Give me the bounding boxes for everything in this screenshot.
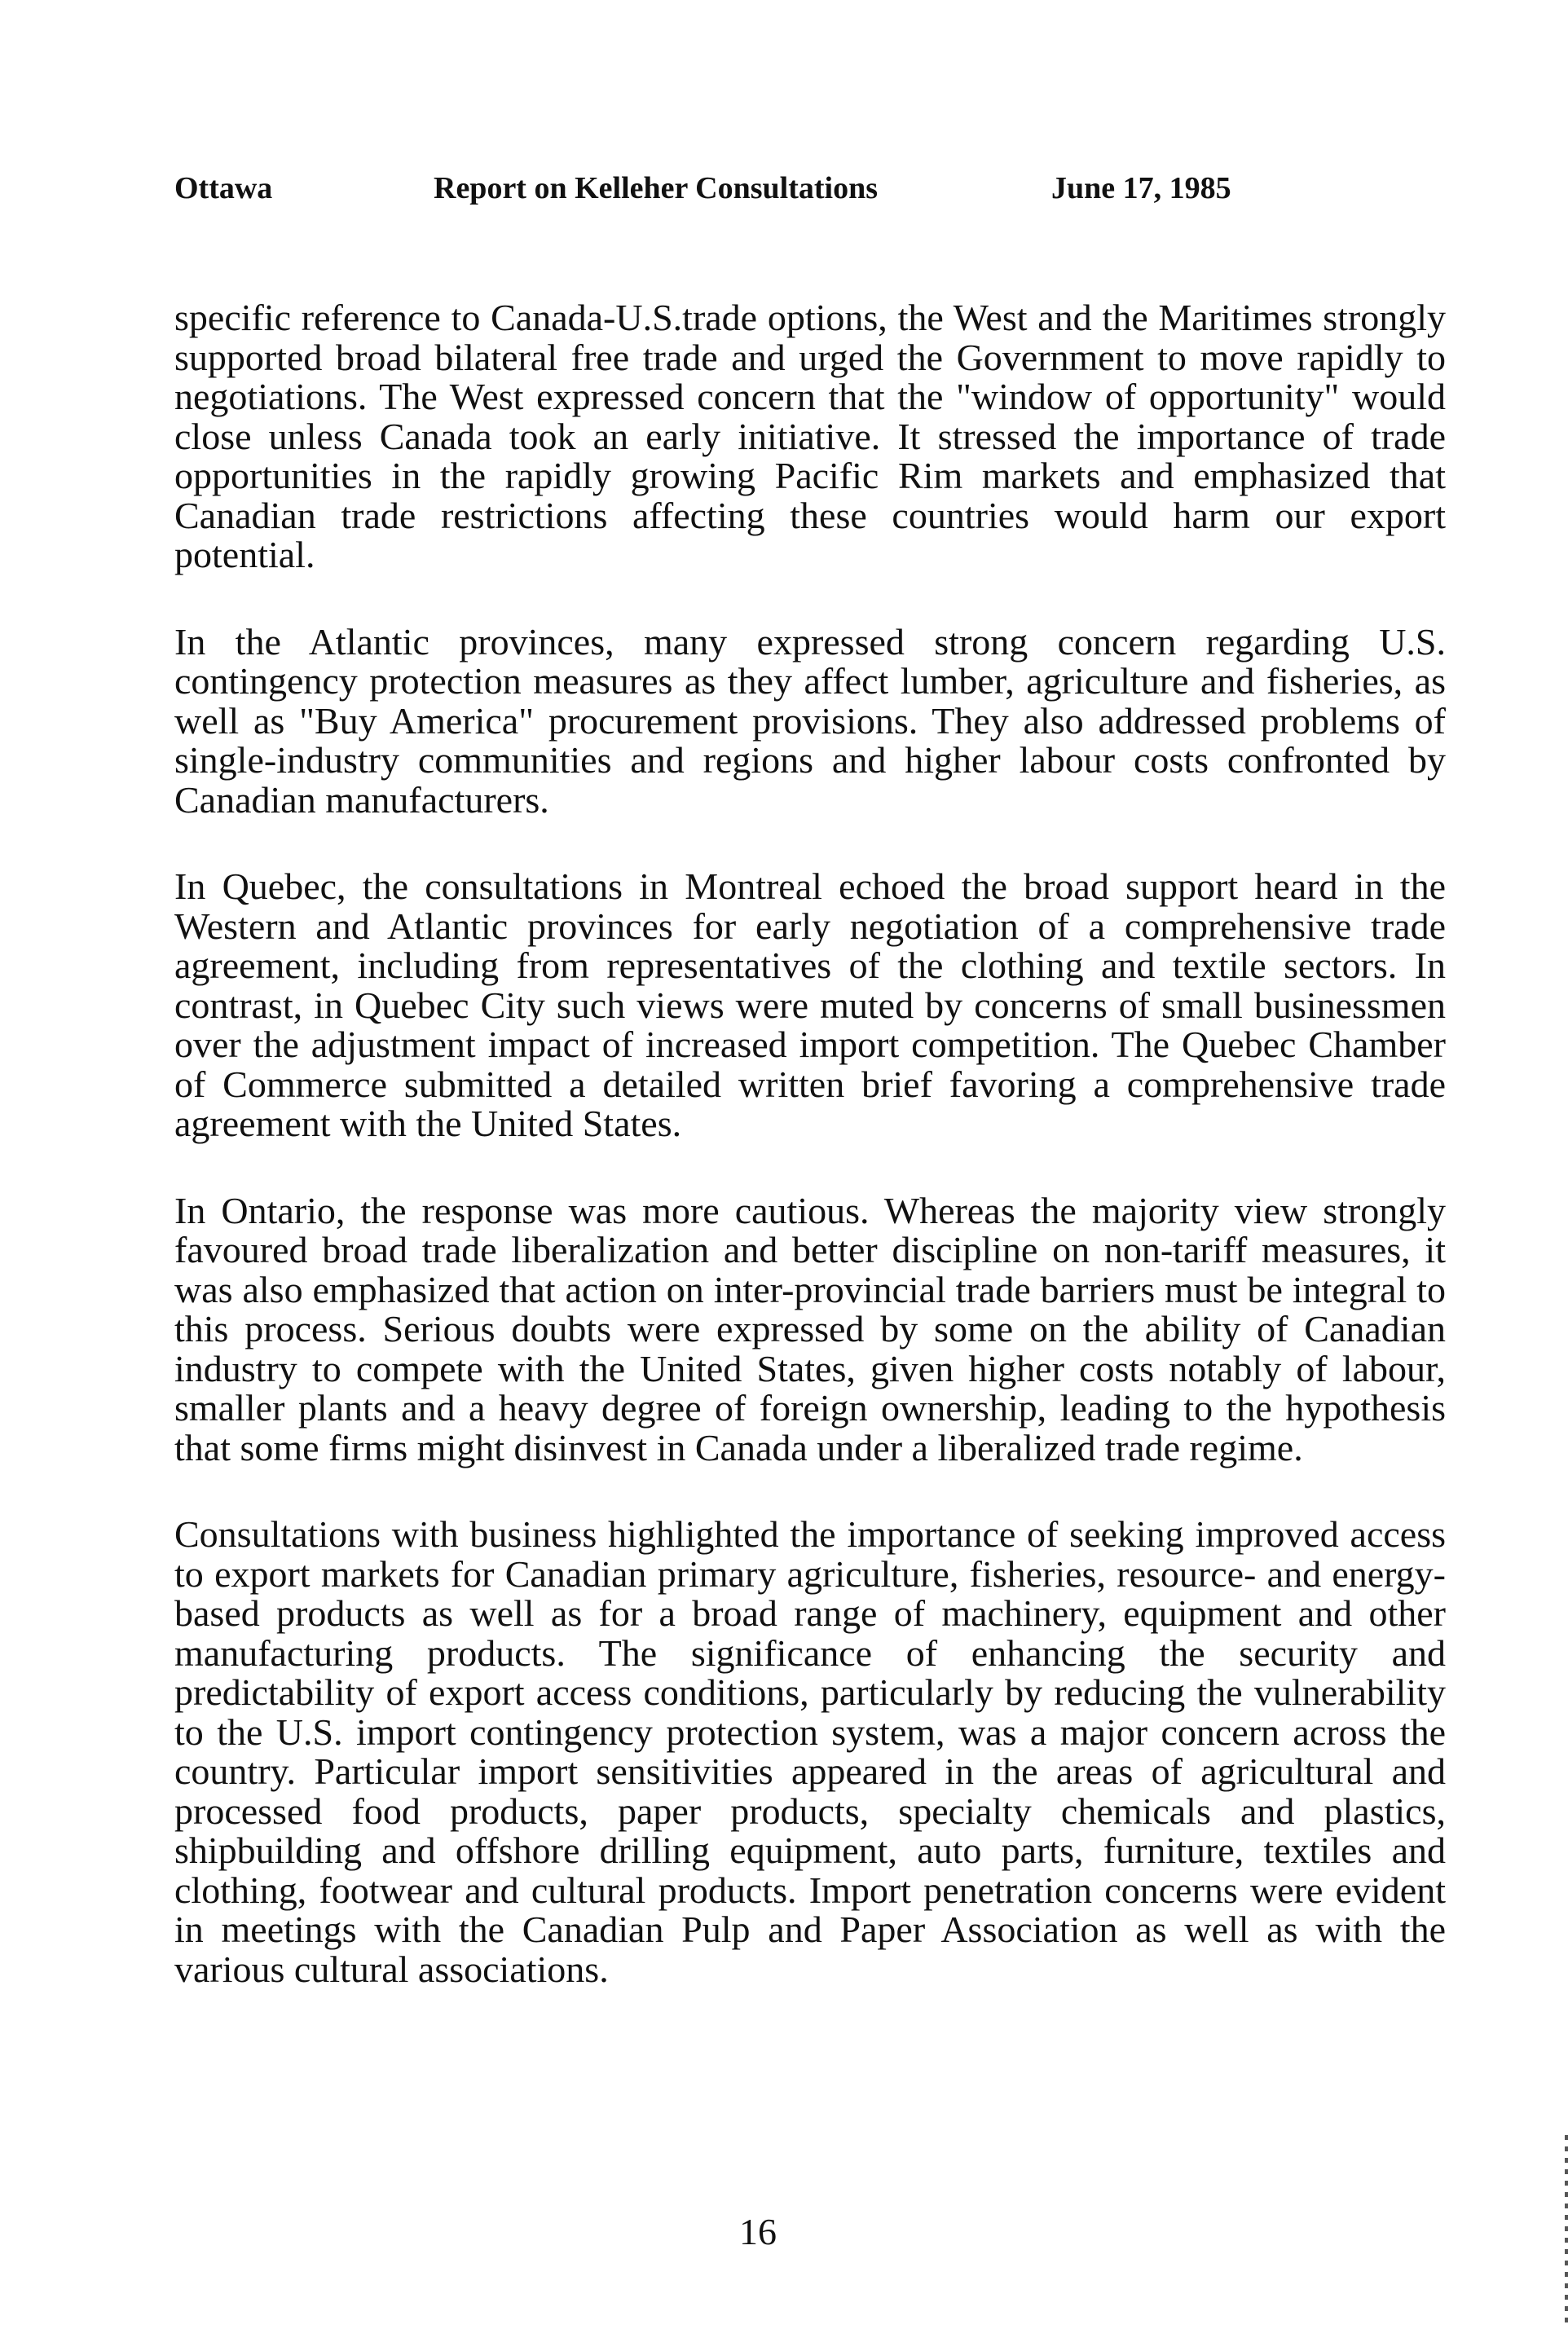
header-date: June 17, 1985 [1051,171,1231,205]
paragraph-ontario: In Ontario, the response was more cautious. Whereas the majority view strongly favoured broad trade liberalization and better discipline on non-tariff measures, it was also emphasized that action on inter-provincial trade barriers must be integral to this process. Serious doubts were expressed by some on the ability of Canadian industry to compete with the United States, given higher costs notably of labour, smaller plants and a heavy degree of foreign ownership, leading to the hypothesis that some firms might disinvest in Canada under a liberalized trade regime. [174,1189,1446,1468]
paragraph-west-maritimes: specific reference to Canada-U.S.trade options, the West and the Maritimes strongly supported broad bilateral free trade and urged the Government to move rapidly to negotiations. The West expressed concern that the "window of opportunity" would close unless Canada took an early initiative. It stressed the importance of trade opportunities in the rapidly growing Pacific Rim markets and emphasized that Canadian trade restrictions affecting these countries would harm our export potential. [174,297,1446,575]
paragraph-atlantic: In the Atlantic provinces, many expressed strong concern regarding U.S. contingency protection measures as they affect lumber, agriculture and fisheries, as well as "Buy America" procurement provisions. They also addressed problems of single-industry communities and regions and higher labour costs confronted by Canadian manufacturers. [174,620,1446,821]
page-number: 16 [739,2211,777,2252]
paragraph-business-consultations: Consultations with business highlighted the importance of seeking improved access to export markets for Canadian primary agriculture, fisheries, resource- and energy-based products as well as for a broad range of machinery, equipment and other manufacturing products. The significance of enhancing the security and predictability of export access conditions, particularly by reducing the vulnerability to the U.S. import contingency protection system, was a major concern across the country. Particular import sensitivities appeared in the areas of agricultural and processed food products, paper products, specialty chemicals and plastics, shipbuilding and offshore drilling equipment, auto parts, furniture, textiles and clothing, footwear and cultural products. Import penetration concerns were evident in meetings with the Canadian Pulp and Paper Association as well as with the various cultural associations. [174,1513,1446,1990]
body-text [174,298,1446,2036]
header-title: Report on Kelleher Consultations [434,171,879,205]
paragraph-quebec: In Quebec, the consultations in Montreal echoed the broad support heard in the Western and Atlantic provinces for early negotiation of a comprehensive trade agreement, including from representatives of the clothing and textile sectors. In contrast, in Quebec City such views were muted by concerns of small businessmen over the adjustment impact of increased import competition. The Quebec Chamber of Commerce submitted a detailed written brief favoring a comprehensive trade agreement with the United States. [174,865,1446,1144]
header-location: Ottawa [174,171,273,205]
scan-edge-mark [1565,2135,1568,2329]
